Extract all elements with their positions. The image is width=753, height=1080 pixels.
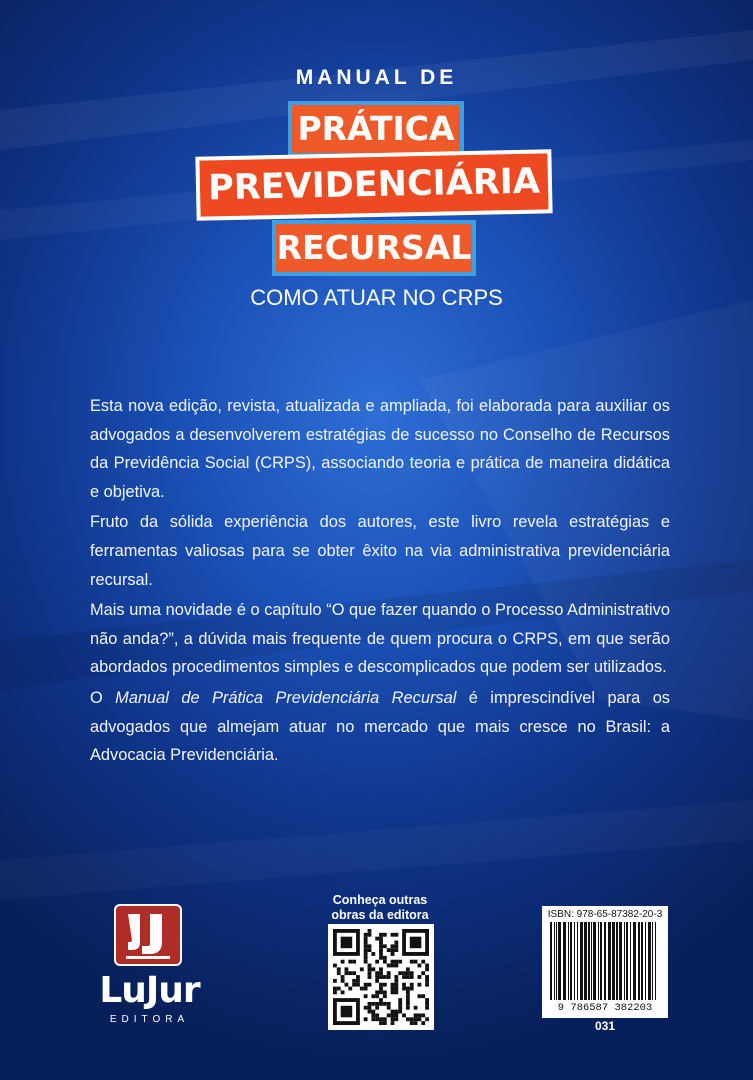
title-kicker: MANUAL DE <box>295 66 458 89</box>
title-line-3: RECURSAL <box>276 224 472 272</box>
title-line-2: PREVIDENCIÁRIA <box>199 153 548 216</box>
title-line-1: PRÁTICA <box>292 105 460 153</box>
publisher-wordmark: LuJur <box>99 970 200 1011</box>
publisher-logo <box>82 898 217 1033</box>
qr-code[interactable] <box>328 924 434 1030</box>
synopsis-paragraph-1: Esta nova edição, revista, atualizada e ampliada, foi elaborada para auxiliar os advogados a desenvolverem estratégias de sucesso no Conselho de Recursos da Previdência Social (CRPS), associando teoria e prática de maneira didática e objetiva. <box>90 397 670 501</box>
isbn-label: ISBN: 978-65-87382-20-3 <box>547 909 663 920</box>
subtitle: COMO ATUAR NO CRPS <box>250 285 503 310</box>
p4-end: é imprescindível para os advogados que almejam atuar no mercado que mais cresce no Brasil: a Advocacia Previdenciária. <box>90 688 670 765</box>
p4-start: O <box>90 688 116 707</box>
qr-code-icon <box>328 924 434 1030</box>
product-code: 031 <box>594 1019 616 1033</box>
synopsis-paragraph-2: Fruto da sólida experiência dos autores, este livro revela estratégias e ferramentas valiosas para se obter êxito na via administrativa previdenciária recursal. <box>90 513 670 589</box>
synopsis-paragraph-3: Mais uma novidade é o capítulo “O que fazer quando o Processo Administrativo não anda?”, a dúvida mais frequente de quem procura o CRPS, em que serão abordados procedimentos simples e descomplicados que podem ser utilizados. <box>90 601 670 677</box>
barcode-bars <box>548 922 662 1002</box>
synopsis-paragraph-4 <box>90 684 670 770</box>
lj-monogram-icon <box>116 906 180 964</box>
qr-caption-line-2: obras da editora <box>331 908 429 922</box>
p4-book-title: Manual de Prática Previdenciária Recursal <box>115 688 457 707</box>
publisher-tagline: EDITORA <box>109 1014 190 1025</box>
qr-caption-line-1: Conheça outras <box>332 893 428 907</box>
isbn-barcode <box>542 906 668 1018</box>
logo-mark-icon <box>114 904 182 966</box>
barcode-digits: 9 786587 382203 <box>557 1002 653 1014</box>
qr-caption <box>320 893 440 923</box>
synopsis <box>90 392 670 772</box>
